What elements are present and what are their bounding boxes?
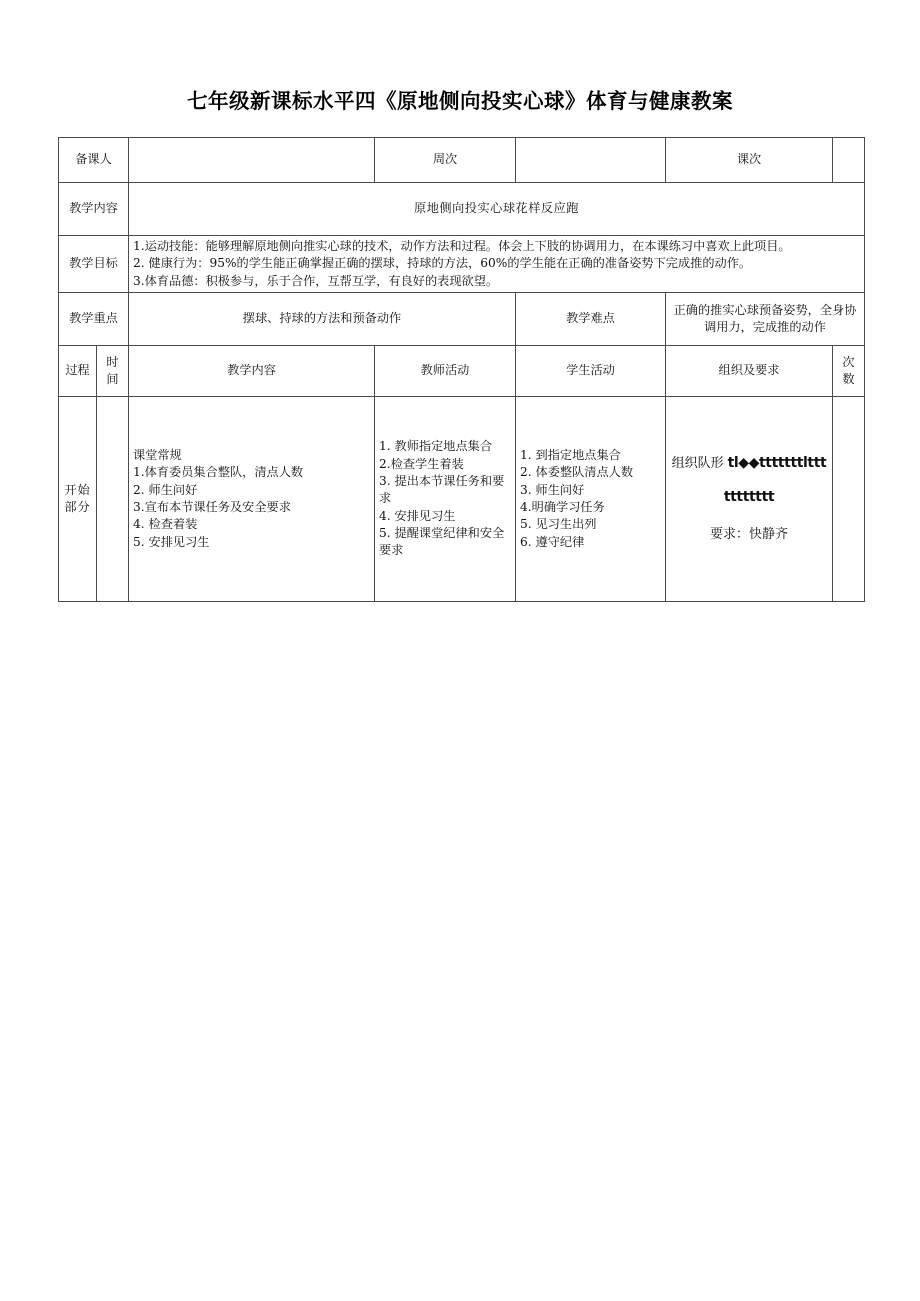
student-activity-line: 3. 师生问好 [520, 482, 585, 497]
teacher-activity-line: 3. 提出本节课任务和要求 [379, 473, 505, 506]
teaching-content-label: 教学内容 [59, 183, 129, 236]
teacher-activity-line: 4. 安排见习生 [379, 508, 456, 523]
teacher-activity-line: 1. 教师指定地点集合 [379, 439, 493, 454]
week-label: 周次 [375, 138, 516, 183]
cell-student-activity [516, 396, 666, 601]
column-header-organization: 组织及要求 [666, 345, 833, 396]
lesson-plan-table [58, 137, 865, 602]
objectives-value [129, 236, 865, 293]
table-row-body [59, 396, 865, 601]
cell-times[interactable] [833, 396, 865, 601]
stage-time[interactable] [97, 396, 129, 601]
formation-symbols-line1: tl◆◆tttttttlttt [727, 454, 827, 471]
prepared-by-label: 备课人 [59, 138, 129, 183]
difficulty-value: 正确的推实心球预备姿势，全身协调用力，完成推的动作 [666, 292, 865, 345]
student-activity-line: 1. 到指定地点集合 [520, 448, 621, 462]
objectives-label: 教学目标 [59, 236, 129, 293]
objective-item: 3.体育品德：积极参与，乐于合作，互帮互学，有良好的表现欲望。 [133, 273, 499, 288]
column-header-process: 过程 [59, 345, 97, 396]
stage-label: 开始部分 [59, 396, 97, 601]
week-value[interactable] [516, 138, 666, 183]
lesson-no-value[interactable] [833, 138, 865, 183]
lesson-no-label: 课次 [666, 138, 833, 183]
content-line: 1.体育委员集合整队，清点人数 [133, 465, 304, 480]
objective-item: 1.运动技能：能够理解原地侧向推实心球的技术，动作方法和过程。体会上下肢的协调用力，在本课练习中喜欢上此项目。 [133, 239, 791, 253]
formation-row-1 [670, 454, 828, 474]
teacher-activity-line: 5. 提醒课堂纪律和安全要求 [379, 525, 505, 558]
student-activity-line: 5. 见习生出列 [520, 517, 597, 532]
objective-item: 2. 健康行为：95%的学生能正确掌握正确的摆球，持球的方法，60%的学生能在正确的准备姿势下完成推的动作。 [133, 256, 752, 271]
content-line: 课堂常规 [133, 448, 182, 462]
cell-teacher-activity [375, 396, 516, 601]
table-row-objectives [59, 236, 865, 293]
organization-requirement: 要求：快静齐 [709, 526, 788, 542]
column-header-time: 时间 [97, 345, 129, 396]
content-line: 3.宣布本节课任务及安全要求 [133, 499, 291, 514]
cell-organization [666, 396, 833, 601]
difficulty-label: 教学难点 [516, 292, 666, 345]
key-point-label: 教学重点 [59, 292, 129, 345]
table-header-row [59, 345, 865, 396]
page-title: 七年级新课标水平四《原地侧向投实心球》体育与健康教案 [187, 89, 733, 113]
cell-teaching-content [129, 396, 375, 601]
formation-label: 组织队形 [671, 455, 724, 471]
content-line: 2. 师生问好 [133, 482, 198, 497]
content-line: 4. 检查着装 [133, 517, 198, 532]
student-activity-line: 2. 体委整队清点人数 [520, 465, 634, 480]
table-row-info [59, 138, 865, 183]
formation-symbols-line2: tttttttt [723, 488, 775, 505]
prepared-by-value[interactable] [129, 138, 375, 183]
table-row-content [59, 183, 865, 236]
content-line: 5. 安排见习生 [133, 534, 210, 549]
student-activity-line: 6. 遵守纪律 [520, 534, 585, 549]
teaching-content-value: 原地侧向投实心球花样反应跑 [129, 183, 865, 236]
column-header-teacher-activity: 教师活动 [375, 345, 516, 396]
column-header-student-activity: 学生活动 [516, 345, 666, 396]
column-header-times: 次数 [833, 345, 865, 396]
column-header-teaching-content: 教学内容 [129, 345, 375, 396]
key-point-value: 摆球、持球的方法和预备动作 [129, 292, 516, 345]
teacher-activity-line: 2.检查学生着装 [379, 456, 464, 471]
table-row-key-difficulty [59, 292, 865, 345]
student-activity-line: 4.明确学习任务 [520, 499, 605, 514]
